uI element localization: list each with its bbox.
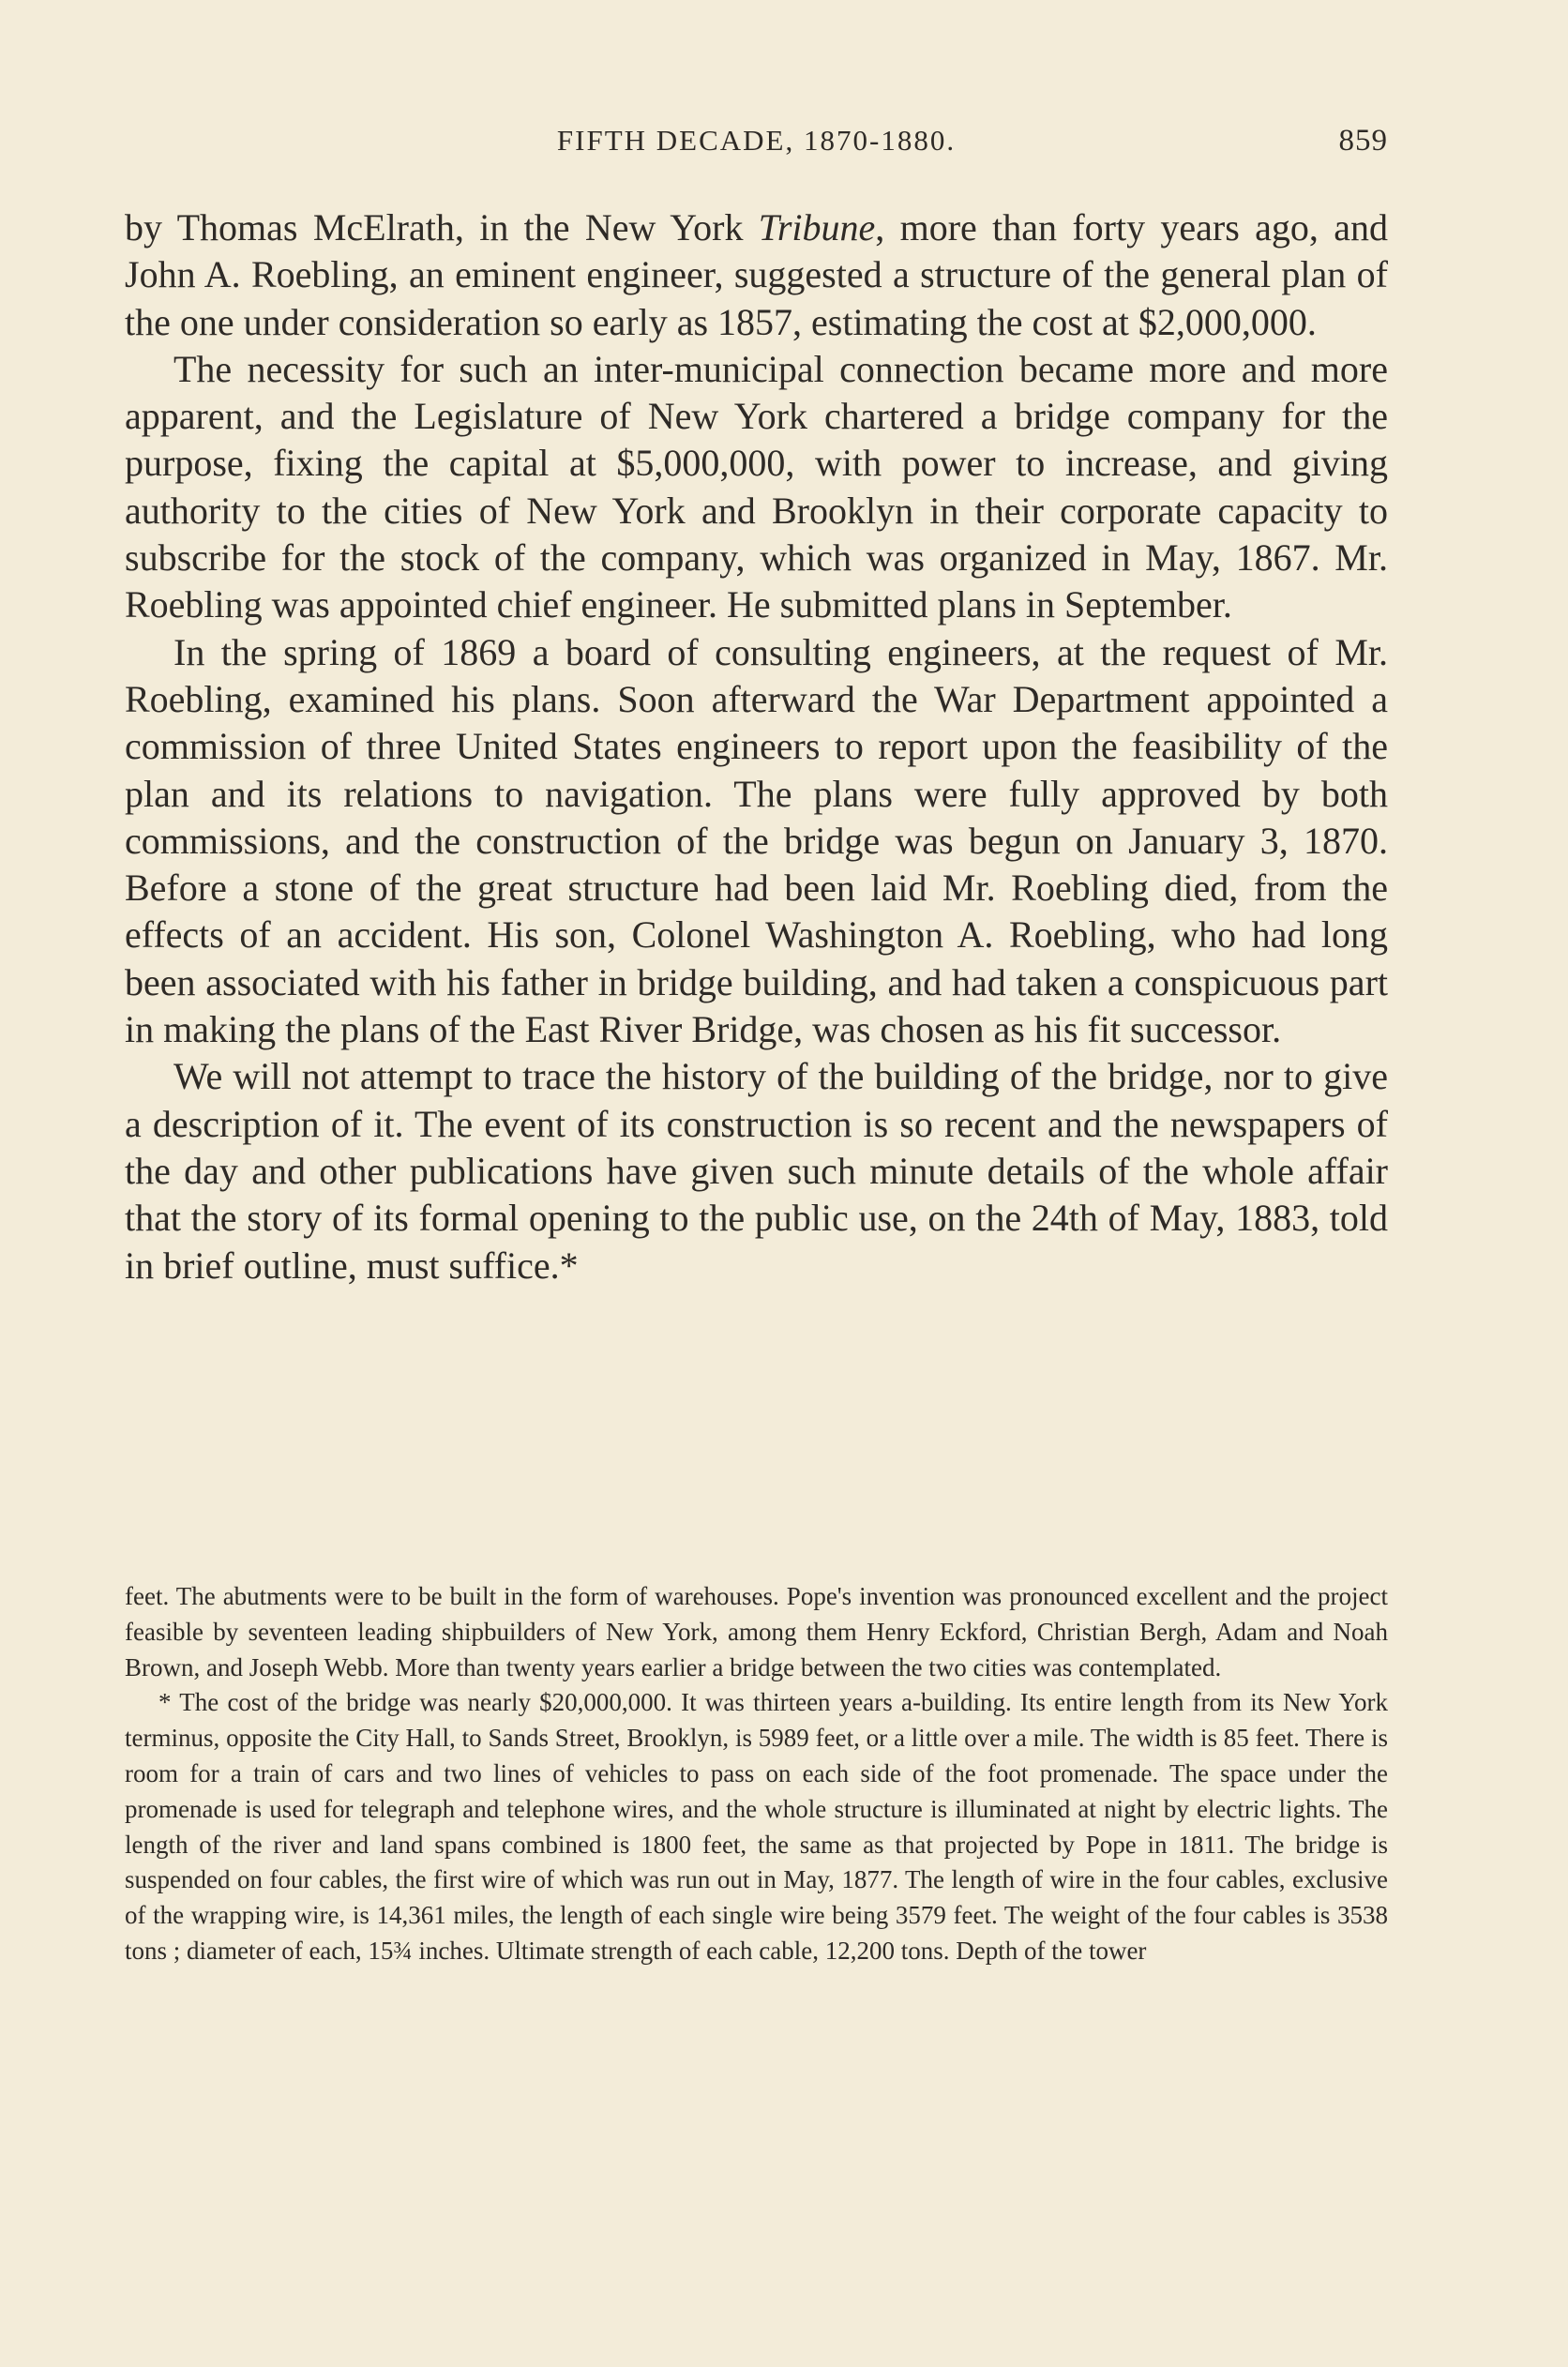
main-text bbox=[125, 204, 1388, 1289]
running-title: FIFTH DECADE, 1870-1880. bbox=[556, 124, 957, 157]
newspaper-title: Tribune bbox=[758, 206, 876, 249]
paragraph-4: We will not attempt to trace the history of the building of the bridge, nor to give a description of it. The event of its construction is so recent and the newspapers of the day and other publications have given such minute details of the whole affair that the story of its formal opening to the public use, on the 24th of May, 1883, told in brief outline, must suffice.* bbox=[125, 1055, 1388, 1287]
paragraph-1-text-b: , more than forty years ago, and John A. Roebling, an eminent engineer, suggested a structure of the general plan of the one under consideration so early as 1857, estimating the cost at $2,000,000. bbox=[125, 206, 1388, 343]
footnotes bbox=[125, 1579, 1388, 1969]
paragraph-1-text-a: by Thomas McElrath, in the New York bbox=[125, 206, 759, 249]
footnote-bridge-cost: * The cost of the bridge was nearly $20,000,000. It was thirteen years a-building. Its entire length from its New York terminus, opposite the City Hall, to Sands Street, Brooklyn, is 5989 feet, or a little over a mile. The width is 85 feet. There is room for a train of cars and two lines of vehicles to pass on each side of the foot promenade. The space under the promenade is used for telegraph and telephone wires, and the whole structure is illuminated at night by electric lights. The length of the river and land spans combined is 1800 feet, the same as that projected by Pope in 1811. The bridge is suspended on four cables, the first wire of which was run out in May, 1877. The length of wire in the four cables, exclusive of the wrapping wire, is 14,361 miles, the length of each single wire being 3579 feet. The weight of the four cables is 3538 tons ; diameter of each, 15¾ inches. Ultimate strength of each cable, 12,200 tons. Depth of the tower bbox=[125, 1688, 1388, 1965]
footnote-continued: feet. The abutments were to be built in the form of warehouses. Pope's invention was pronounced excellent and the project feasible by seventeen leading shipbuilders of New York, among them Henry Eckford, Christian Bergh, Adam and Noah Brown, and Joseph Webb. More than twenty years earlier a bridge between the two cities was contemplated. bbox=[125, 1582, 1388, 1681]
paragraph-2: The necessity for such an inter-municipal connection became more and more apparent, and the Legislature of New York chartered a bridge company for the purpose, fixing the capital at $5,000,000, with power to increase, and giving authority to the cities of New York and Brooklyn in their corporate capacity to subscribe for the stock of the company, which was organized in May, 1867. Mr. Roebling was appointed chief engineer. He submitted plans in September. bbox=[125, 347, 1388, 626]
running-head bbox=[125, 124, 1388, 165]
paragraph-1 bbox=[125, 204, 1388, 346]
paragraph-3: In the spring of 1869 a board of consulting engineers, at the request of Mr. Roebling, examined his plans. Soon afterward the War Department appointed a commission of three United States engineers to report upon the feasibility of the plan and its relations to navigation. The plans were fully approved by both commissions, and the construction of the bridge was begun on January 3, 1870. Before a stone of the great structure had been laid Mr. Roebling died, from the effects of an accident. His son, Colonel Washington A. Roebling, who had long been associated with his father in bridge building, and had taken a conspicuous part in making the plans of the East River Bridge, was chosen as his fit successor. bbox=[125, 630, 1388, 1051]
page-number: 859 bbox=[1338, 124, 1388, 158]
